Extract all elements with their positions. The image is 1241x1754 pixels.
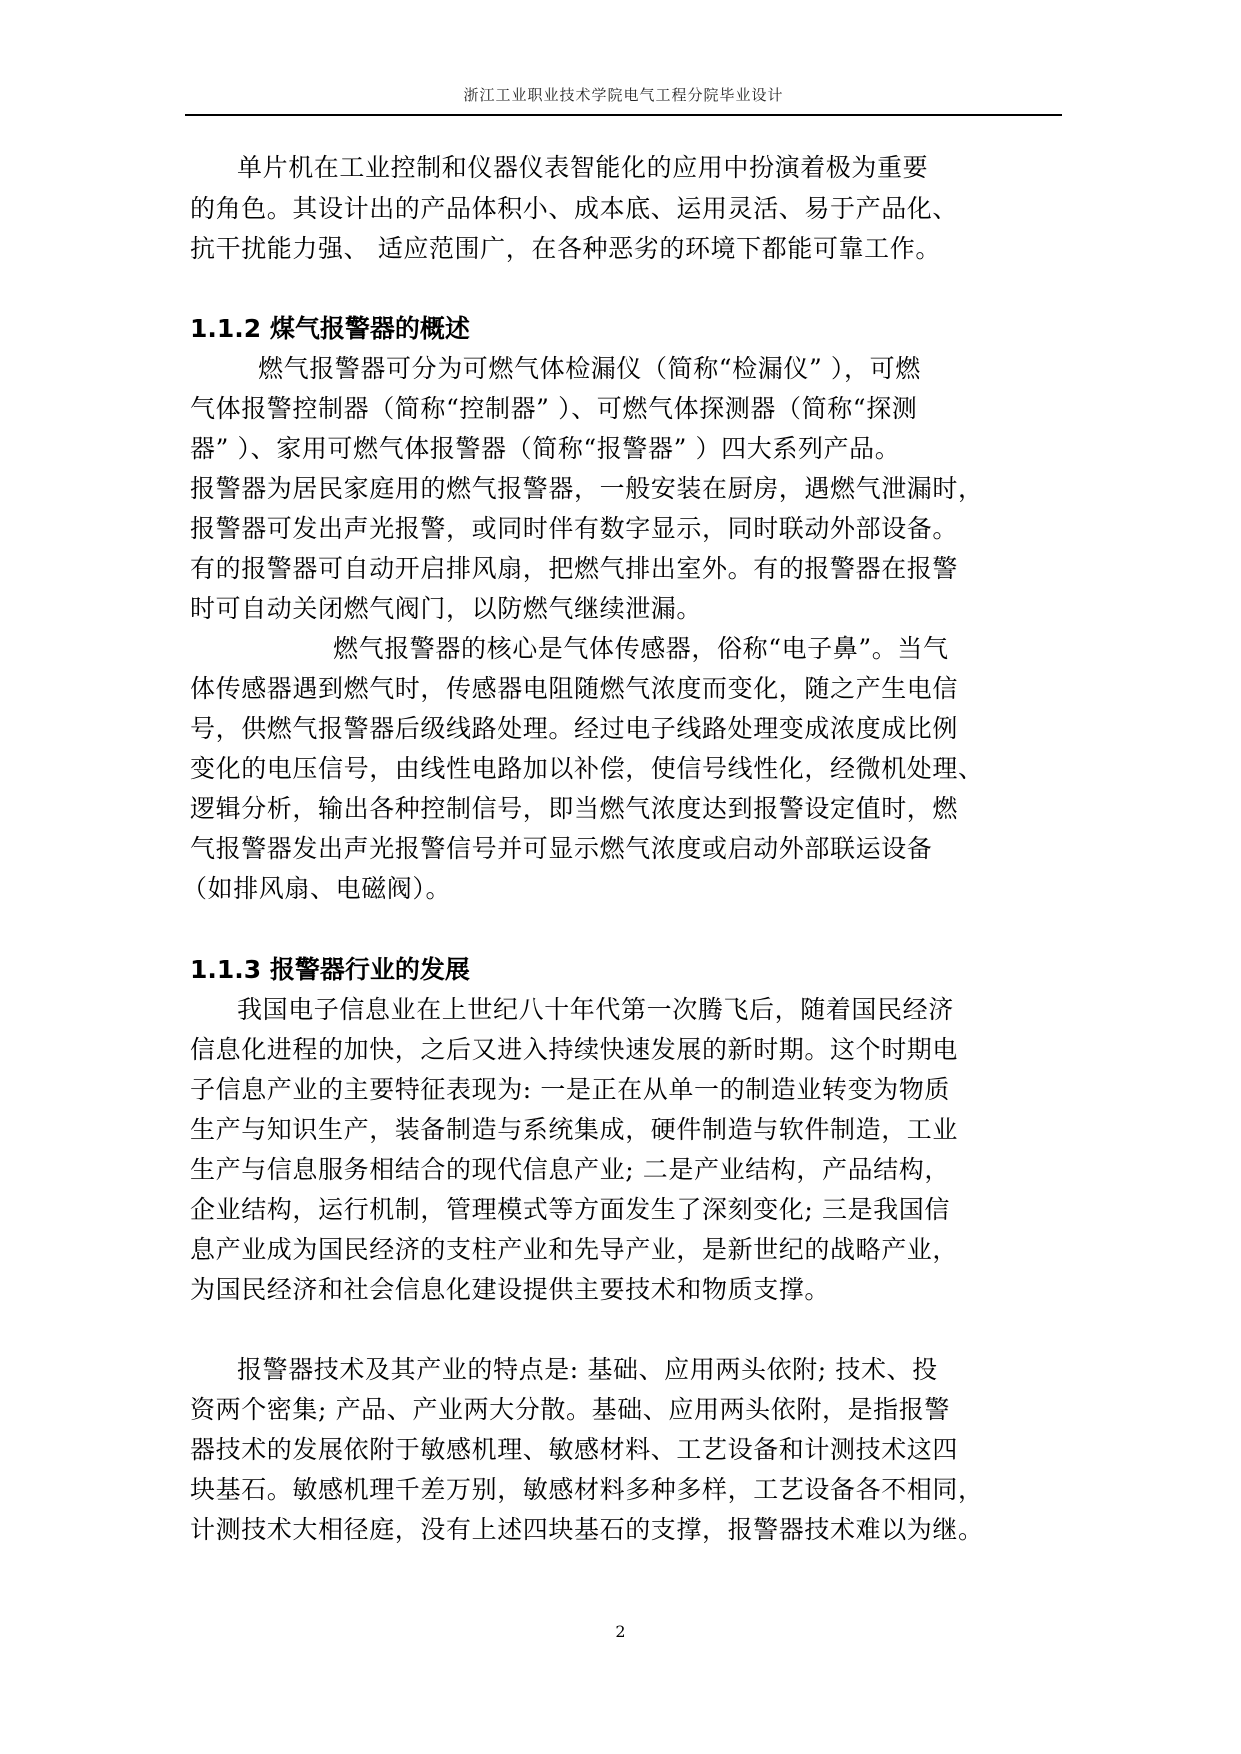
paragraph-4-line: 子信息产业的主要特征表现为: 一是正在从单一的制造业转变为物质 (190, 1075, 950, 1104)
paragraph-1-line: 的角色。其设计出的产品体积小、成本底、运用灵活、易于产品化、 (190, 194, 959, 223)
paragraph-2-line: 报警器可发出声光报警，或同时伴有数字显示，同时联动外部设备。 (190, 514, 959, 543)
paragraph-5-line: 器技术的发展依附于敏感机理、敏感材料、工艺设备和计测技术这四 (190, 1435, 959, 1464)
paragraph-1-line: 单片机在工业控制和仪器仪表智能化的应用中扮演着极为重要 (237, 153, 929, 182)
paragraph-4-line: 生产与信息服务相结合的现代信息产业; 二是产业结构，产品结构， (190, 1155, 950, 1184)
paragraph-3-line: 号，供燃气报警器后级线路处理。经过电子线路处理变成浓度成比例 (190, 714, 959, 743)
paragraph-4-line: 生产与知识生产，装备制造与系统集成，硬件制造与软件制造，工业 (190, 1115, 959, 1144)
paragraph-5-line: 计测技术大相径庭，没有上述四块基石的支撑，报警器技术难以为继。 (190, 1515, 984, 1544)
paragraph-2-line: 器” ）、家用可燃气体报警器（简称“报警器” ）四大系列产品。 (190, 434, 901, 463)
paragraph-2-line: 气体报警控制器（简称“控制器” ）、可燃气体探测器（简称“探测 (190, 394, 918, 423)
paragraph-3-line: 逻辑分析，输出各种控制信号，即当燃气浓度达到报警设定值时，燃 (190, 794, 959, 823)
paragraph-2-line: 有的报警器可自动开启排风扇，把燃气排出室外。有的报警器在报警 (190, 554, 959, 583)
paragraph-5-line: 资两个密集; 产品、产业两大分散。基础、应用两头依附，是指报警 (190, 1395, 950, 1424)
header-divider (185, 114, 1062, 116)
paragraph-5-line: 块基石。敏感机理千差万别，敏感材料多种多样，工艺设备各不相同， (190, 1475, 984, 1504)
paragraph-2-line: 时可自动关闭燃气阀门，以防燃气继续泄漏。 (190, 594, 703, 623)
paragraph-3-line: 燃气报警器的核心是气体传感器，俗称“电子鼻”。当气 (333, 634, 949, 663)
paragraph-3-line: 气报警器发出声光报警信号并可显示燃气浓度或启动外部联运设备 (190, 834, 933, 863)
paragraph-3-line: （如排风扇、电磁阀）。 (182, 874, 452, 903)
paragraph-2-line: 燃气报警器可分为可燃气体检漏仪（简称“检漏仪” ），可燃 (258, 354, 921, 383)
paragraph-4-line: 息产业成为国民经济的支柱产业和先导产业，是新世纪的战略产业， (190, 1235, 959, 1264)
section-heading-1-1-2: 1.1.2 煤气报警器的概述 (190, 314, 470, 343)
header-title: 浙江工业职业技术学院电气工程分院毕业设计 (463, 86, 784, 104)
page-number: 2 (615, 1622, 626, 1641)
paragraph-3-line: 体传感器遇到燃气时，传感器电阻随燃气浓度而变化，随之产生电信 (190, 674, 959, 703)
paragraph-4-line: 为国民经济和社会信息化建设提供主要技术和物质支撑。 (190, 1275, 831, 1304)
paragraph-1-line: 抗干扰能力强、 适应范围广，在各种恶劣的环境下都能可靠工作。 (190, 234, 941, 263)
paragraph-2-line: 报警器为居民家庭用的燃气报警器，一般安装在厨房，遇燃气泄漏时， (190, 474, 984, 503)
section-heading-1-1-3: 1.1.3 报警器行业的发展 (190, 955, 470, 984)
paragraph-5-line: 报警器技术及其产业的特点是: 基础、应用两头依附; 技术、投 (237, 1355, 938, 1384)
paragraph-4-line: 我国电子信息业在上世纪八十年代第一次腾飞后，随着国民经济 (237, 995, 954, 1024)
paragraph-4-line: 企业结构，运行机制，管理模式等方面发生了深刻变化; 三是我国信 (190, 1195, 950, 1224)
paragraph-4-line: 信息化进程的加快，之后又进入持续快速发展的新时期。这个时期电 (190, 1035, 959, 1064)
paragraph-3-line: 变化的电压信号，由线性电路加以补偿，使信号线性化，经微机处理、 (190, 754, 984, 783)
